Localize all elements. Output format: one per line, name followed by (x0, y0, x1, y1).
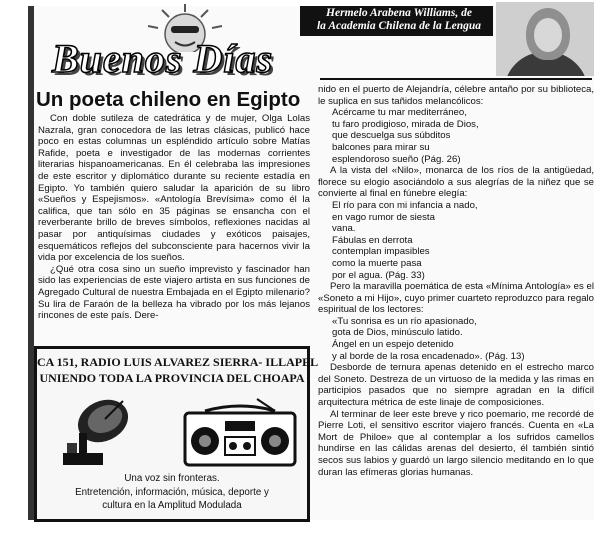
paragraph: Al terminar de leer este breve y rico poemario, me recordé de Pierre Loti, el sensitivo escritor viajero francés. Cuenta en «La Mort de Philoe» que al contemplar a los sufridos camellos hundirse en las cálidas arenas del desierto, él también sintió secos sus labios y guardó un largo silencio meditando en lo que duran las efímeras glorias humanas. (318, 408, 594, 478)
verse-line: vana. (332, 223, 356, 235)
verse-line: que descuelga sus súbditos (332, 130, 451, 142)
paragraph: ¿Qué otra cosa sino un sueño imprevisto y fascinador han sido las experiencias de este viajero artista en sus funciones de Agregado Cultural de nuestra Embajada en el Egipto milenario? Su lira de Faraón de la belleza ha vibrado por los más lejanos rincones de este país. Dere- (38, 263, 310, 322)
boombox-radio-icon (183, 397, 297, 467)
verse-line: y al borde de la rosa encadenado». (Pág. 13) (332, 350, 525, 362)
satellite-dish-icon (57, 389, 137, 469)
verse-line: tu faro prodigioso, mirada de Dios, (332, 118, 479, 130)
verse-line: en vago rumor de siesta (332, 211, 435, 223)
ad-headline-2: UNIENDO TODA LA PROVINCIA DEL CHOAPA (39, 371, 305, 385)
verse-line: contemplan impasibles (332, 246, 430, 258)
verse-line: Fábulas en derrota (332, 234, 413, 246)
paragraph: Pero la maravilla poemática de esta «Mínima Antología» es el «Soneto a mi Hijo», cuyo primer cuarteto reproduzco para regalo espiritual de los lectores: (318, 281, 594, 316)
article-column-1 (38, 113, 310, 322)
article-column-2 (318, 84, 594, 478)
paragraph: A la vista del «Nilo», monarca de los ríos de la antigüedad, florece su elogio asociándolo a sus alegrías de la niñez que se convierte al final en fúnebre elegía: (318, 165, 594, 200)
verse-line: balcones para mirar su (332, 141, 430, 153)
column-banner: Buenos Días (52, 36, 274, 81)
verse-block-3 (318, 316, 594, 362)
verse-line: El río para con mi infancia a nado, (332, 199, 478, 211)
header-rule (320, 78, 592, 80)
ad-description-2: cultura en la Amplitud Modulada (102, 500, 242, 511)
ad-description-1: Entretención, información, música, deporte y (75, 487, 269, 498)
paragraph: Con doble sutileza de catedrática y de mujer, Olga Lolas Nazrala, gran conocedora de las letras clásicas, publicó hace poco en estas columnas un espléndido artículo sobre Matías Rafide, poeta e investigador de las modernas corrientes literarias hispanoamericanas. En él celebraba las impresiones de este escritor y diplomático durante su reciente estadía en Egipto. Yo también quiero saludar la aparición de su libro «Sueños y Espejismos». «Antología Brevísima» como él la califica, que tan sólo en 35 páginas se ensancha con el reverberante brillo de breves símbolos, reflexiones nacidas al pasar por antiquísimas ciudades y exóticos paisajes, esquemáticos reflejos del subconsciente para hacernos vivir la vida por excelencia de los sueños. (38, 113, 310, 264)
verse-line: gota de Dios, minúsculo latido. (332, 327, 463, 339)
author-photo (496, 2, 594, 76)
ad-headline-1: CA 151, RADIO LUIS ALVAREZ SIERRA- ILLAPEL (37, 355, 319, 369)
ad-slogan: Una voz sin fronteras. (124, 473, 220, 484)
paragraph: Desborde de ternura apenas detenido en el estrecho marco del Soneto. Destreza de un virtuoso de la medida y las rimas en participios pasados que no siempre agradan en la difícil arquitectura métrica de este linaje de composiciones. (318, 362, 594, 409)
author-line-2: la Academia Chilena de la Lengua (316, 20, 482, 32)
verse-line: por el agua. (Pág. 33) (332, 269, 425, 281)
paragraph: nido en el puerto de Alejandría, célebre antaño por su biblioteca, le suplica en sus tañidos melancólicos: (318, 84, 594, 107)
verse-block-1 (318, 107, 594, 165)
verse-line: Acércame tu mar mediterráneo, (332, 107, 467, 119)
verse-line: «Tu sonrisa es un río apasionado, (332, 315, 477, 327)
verse-line: Ángel en un espejo detenido (332, 339, 454, 351)
verse-line: esplendoroso sueño (Pág. 26) (332, 153, 461, 165)
radio-advertisement (34, 346, 319, 522)
verse-block-2 (318, 200, 594, 281)
author-byline (304, 7, 494, 33)
article-title: Un poeta chileno en Egipto (36, 88, 301, 111)
author-line-1: Hermelo Arabena Williams, de (326, 7, 472, 19)
photo-face (534, 18, 562, 52)
verse-line: como la muerte pasa (332, 257, 422, 269)
